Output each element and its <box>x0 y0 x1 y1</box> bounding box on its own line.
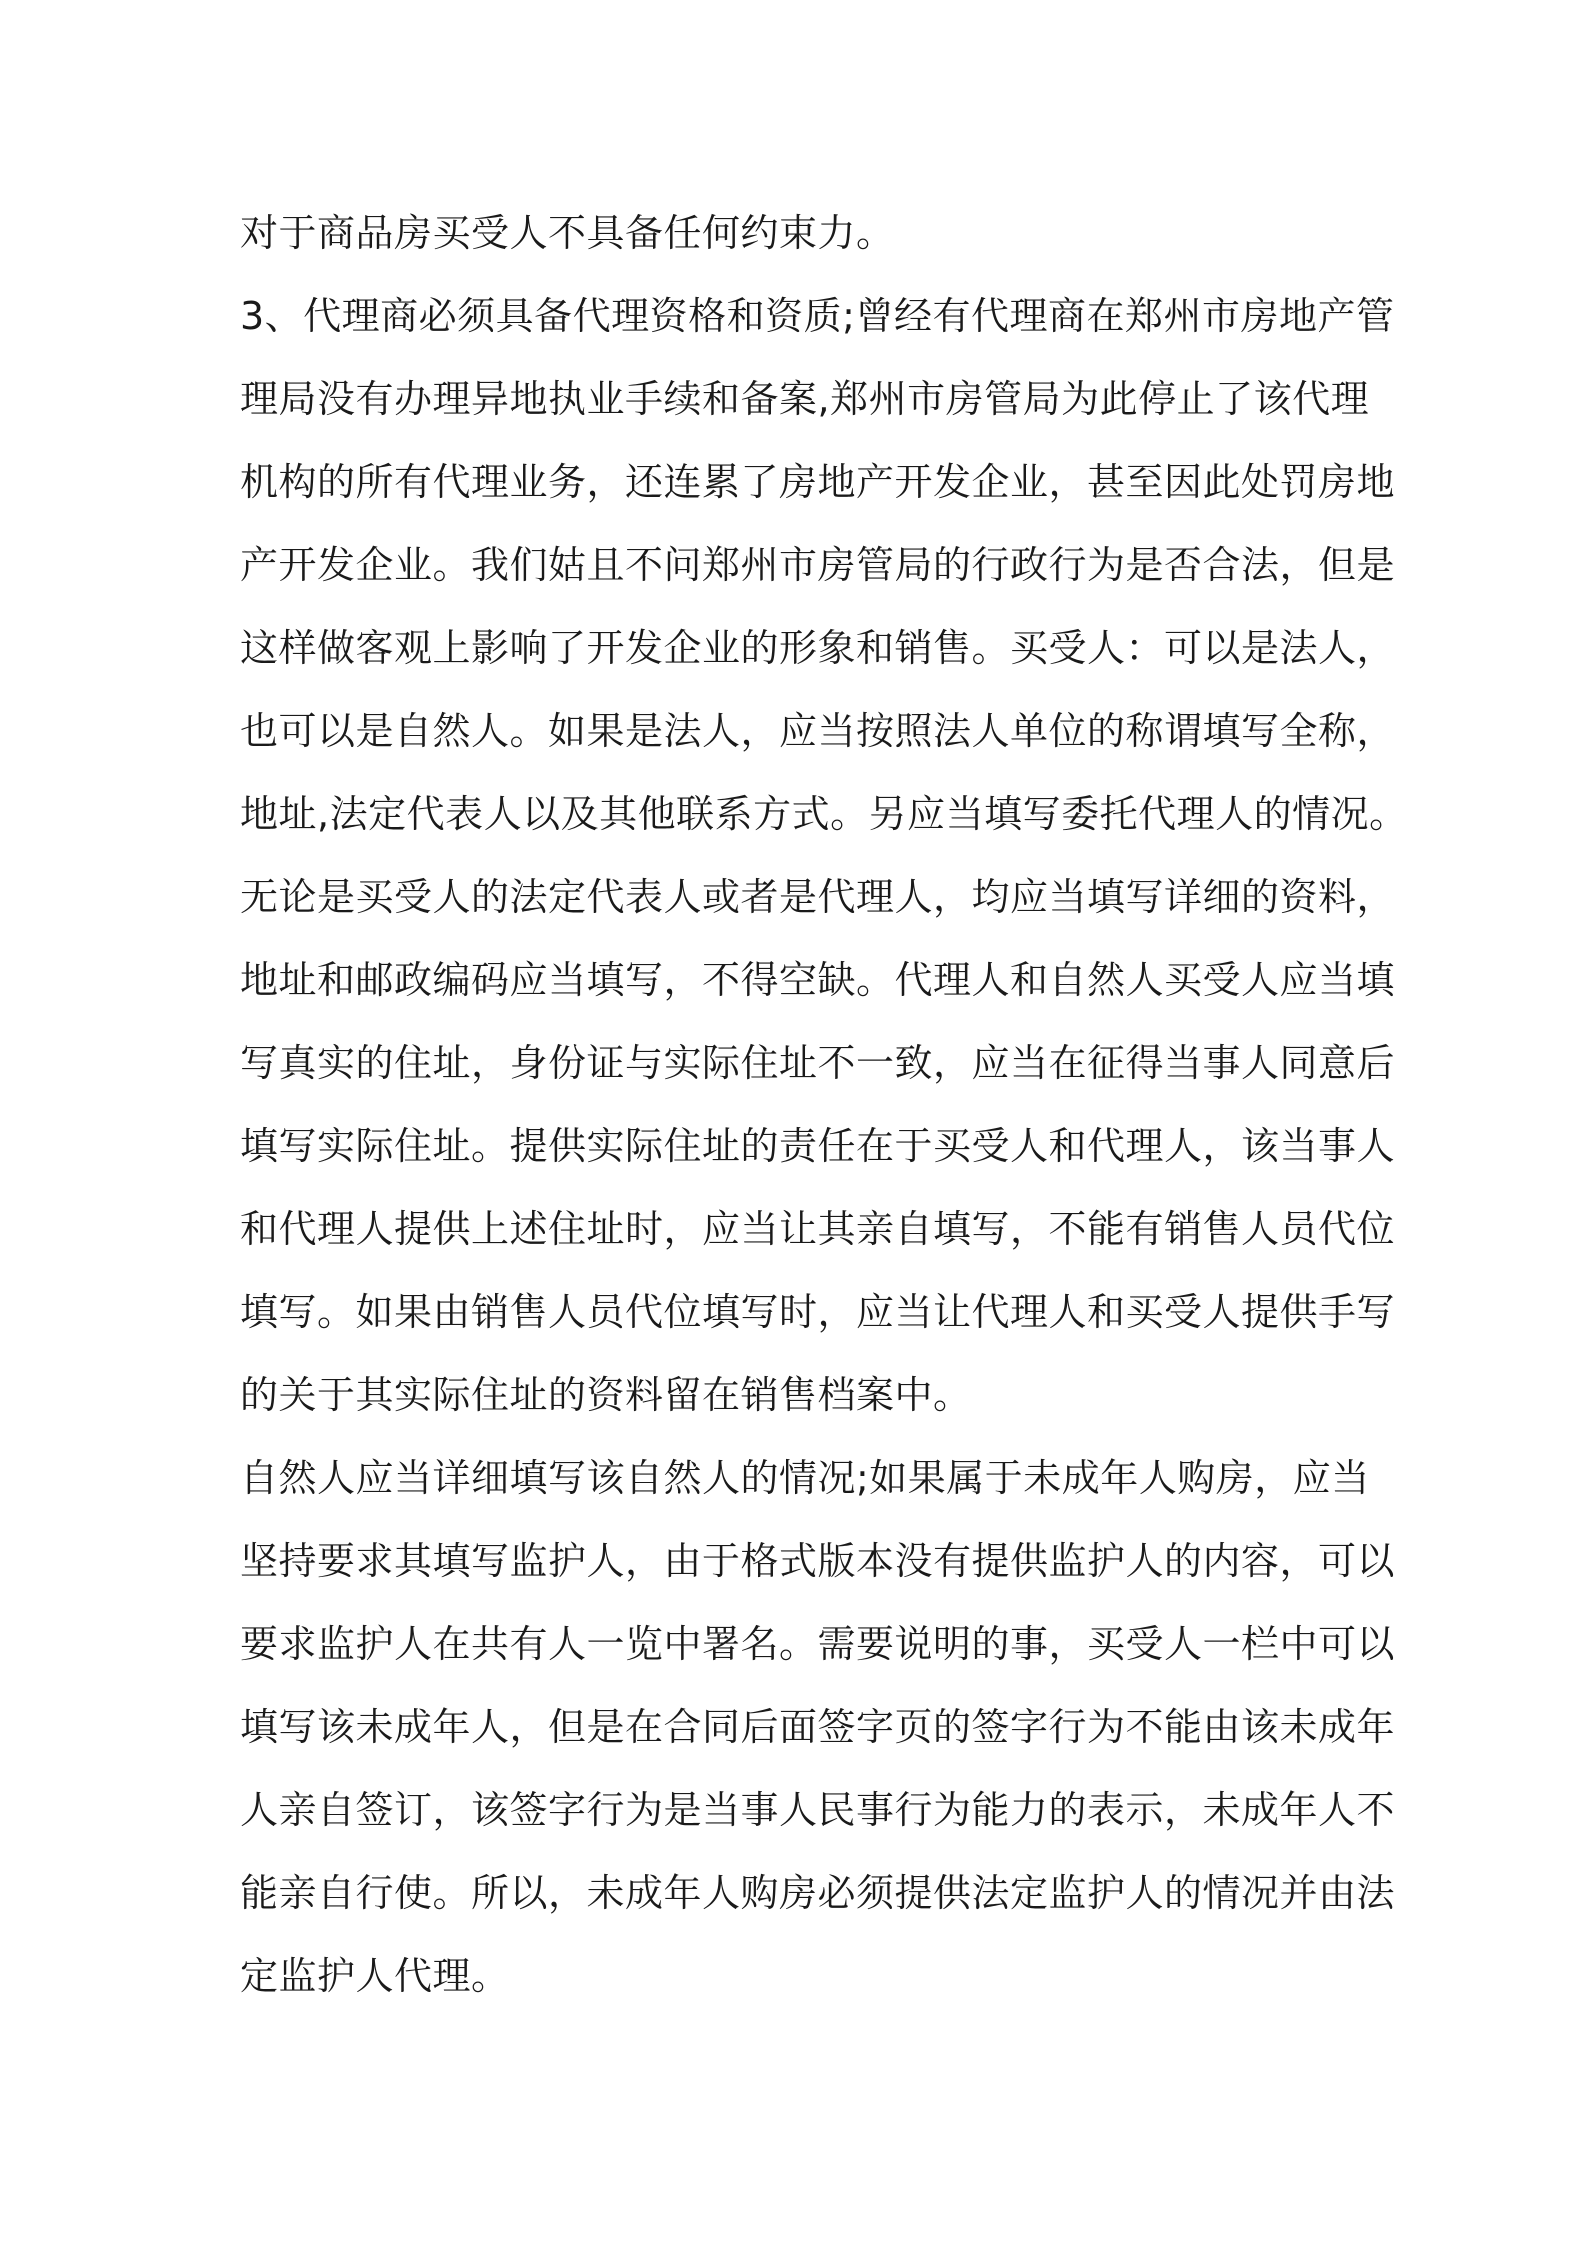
text-line: 定监护人代理。 <box>240 1954 510 1998</box>
text-line: 能亲自行使。所以，未成年人购房必须提供法定监护人的情况并由法 <box>240 1871 1396 1915</box>
text-line: 人亲自签订，该签字行为是当事人民事行为能力的表示，未成年人不 <box>240 1788 1396 1832</box>
text-line: 理局没有办理异地执业手续和备案,郑州市房管局为此停止了该代理 <box>240 377 1370 421</box>
text-line: 地址,法定代表人以及其他联系方式。另应当填写委托代理人的情况。 <box>240 792 1408 836</box>
text-line: 也可以是自然人。如果是法人，应当按照法人单位的称谓填写全称， <box>240 709 1396 753</box>
text-line: 填写实际住址。提供实际住址的责任在于买受人和代理人，该当事人 <box>240 1124 1396 1168</box>
text-line: 3、代理商必须具备代理资格和资质;曾经有代理商在郑州市房地产管 <box>240 294 1395 338</box>
text-line: 填写。如果由销售人员代位填写时，应当让代理人和买受人提供手写 <box>240 1290 1396 1334</box>
text-line: 机构的所有代理业务，还连累了房地产开发企业，甚至因此处罚房地 <box>240 460 1396 504</box>
text-line: 坚持要求其填写监护人，由于格式版本没有提供监护人的内容，可以 <box>240 1539 1396 1583</box>
text-line: 无论是买受人的法定代表人或者是代理人，均应当填写详细的资料， <box>240 875 1396 919</box>
text-line: 填写该未成年人，但是在合同后面签字页的签字行为不能由该未成年 <box>240 1705 1396 1749</box>
text-line: 要求监护人在共有人一览中署名。需要说明的事，买受人一栏中可以 <box>240 1622 1396 1666</box>
text-line: 自然人应当详细填写该自然人的情况;如果属于未成年人购房，应当 <box>240 1456 1370 1500</box>
text-line: 的关于其实际住址的资料留在销售档案中。 <box>240 1373 972 1417</box>
text-line: 写真实的住址，身份证与实际住址不一致，应当在征得当事人同意后 <box>240 1041 1396 1085</box>
text-line: 对于商品房买受人不具备任何约束力。 <box>240 211 895 255</box>
text-line: 这样做客观上影响了开发企业的形象和销售。买受人：可以是法人， <box>240 626 1396 670</box>
text-line: 地址和邮政编码应当填写，不得空缺。代理人和自然人买受人应当填 <box>240 958 1396 1002</box>
text-line: 和代理人提供上述住址时，应当让其亲自填写，不能有销售人员代位 <box>240 1207 1396 1251</box>
text-line: 产开发企业。我们姑且不问郑州市房管局的行政行为是否合法，但是 <box>240 543 1396 587</box>
body-text <box>240 192 1408 2018</box>
